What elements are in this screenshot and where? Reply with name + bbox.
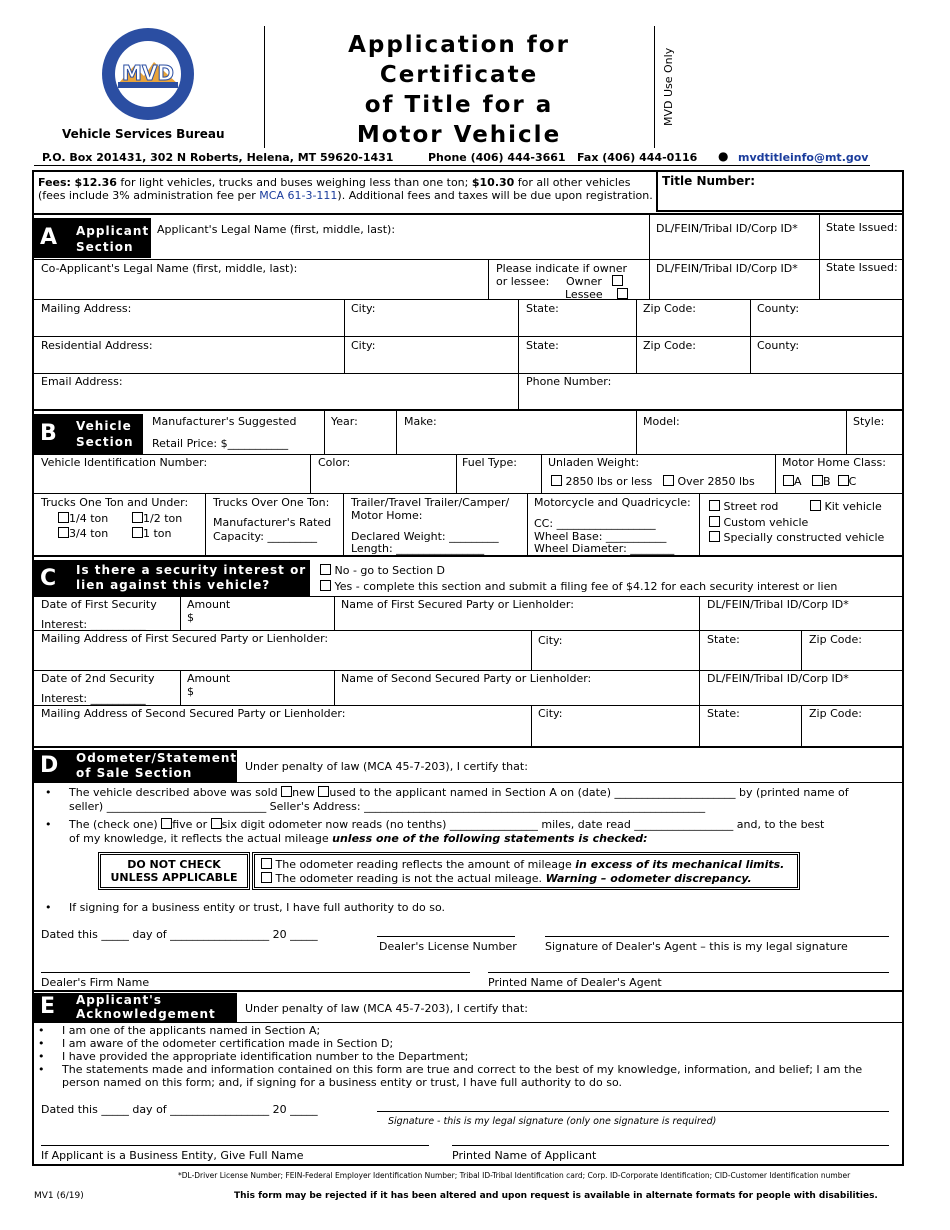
applicant-state-issued[interactable]: State Issued: — [826, 221, 898, 234]
title-number-label: Title Number: — [662, 174, 755, 188]
trucks-under: Trucks One Ton and Under: — [41, 496, 189, 509]
motorcycle-label: Motorcycle and Quadricycle: — [534, 496, 691, 509]
vehicle-make[interactable]: Make: — [404, 415, 437, 428]
wheel-base[interactable]: Wheel Base: ___________ — [534, 530, 667, 543]
mailing-state[interactable]: State: — [526, 302, 559, 315]
lessee-checkbox[interactable] — [617, 288, 628, 299]
mailing-zip[interactable]: Zip Code: — [643, 302, 696, 315]
truck-one[interactable]: 1 ton — [132, 527, 172, 540]
vehicle-style[interactable]: Style: — [853, 415, 885, 428]
date-second-security[interactable]: Date of 2nd Security — [41, 672, 155, 685]
email-link[interactable]: mvdtitleinfo@mt.gov — [738, 151, 869, 164]
section-d-penalty: Under penalty of law (MCA 45-7-203), I certify that: — [245, 760, 528, 773]
mh-a-checkbox[interactable] — [783, 475, 794, 486]
lien-yes[interactable]: Yes - complete this section and submit a filing fee of $4.12 for each security interest or lien — [320, 580, 837, 593]
lien-no-checkbox[interactable] — [320, 564, 331, 575]
co-applicant-dl-id[interactable]: DL/FEIN/Tribal ID/Corp ID* — [656, 262, 798, 275]
date-second-security-value[interactable]: Interest: __________ — [41, 692, 146, 705]
ack-item-2: • I am aware of the odometer certification made in Section D; — [62, 1037, 393, 1050]
odometer-statement-2: of my knowledge, it reflects the actual mileage unless one of the following statements is checked: — [69, 832, 648, 845]
mvd-seal — [100, 26, 196, 122]
mh-class-options[interactable]: A B C — [783, 475, 856, 488]
first-lienholder-zip[interactable]: Zip Code: — [809, 633, 862, 646]
mca-link[interactable]: MCA 61-3-111 — [259, 189, 338, 202]
mailing-city[interactable]: City: — [351, 302, 376, 315]
one-ton-checkbox[interactable] — [132, 527, 143, 538]
owner-lessee-question: Please indicate if owner — [496, 262, 628, 275]
trailer-label-2: Motor Home: — [351, 509, 423, 522]
fuel-type[interactable]: Fuel Type: — [462, 456, 517, 469]
mh-b-checkbox[interactable] — [812, 475, 823, 486]
first-lienholder-state[interactable]: State: — [707, 633, 740, 646]
declared-weight[interactable]: Declared Weight: _________ — [351, 530, 499, 543]
applicant-printed-name[interactable]: Printed Name of Applicant — [452, 1149, 597, 1162]
email-address[interactable]: Email Address: — [41, 375, 123, 388]
do-not-check-box: DO NOT CHECK UNLESS APPLICABLE — [98, 852, 250, 890]
phone-fax: Phone (406) 444-3661 Fax (406) 444-0116 — [428, 151, 698, 164]
fees-line-1: Fees: $12.36 for light vehicles, trucks and buses weighing less than one ton; $10.30 for all other vehicles — [38, 176, 631, 189]
owner-checkbox[interactable] — [612, 275, 623, 286]
first-lienholder-dl[interactable]: DL/FEIN/Tribal ID/Corp ID* — [707, 598, 849, 611]
first-lienholder-name[interactable]: Name of First Secured Party or Lienholder: — [341, 598, 574, 611]
section-b-header: B Vehicle Section — [34, 414, 143, 454]
motor-home-class: Motor Home Class: — [782, 456, 886, 469]
alteration-notice: This form may be rejected if it has been altered and upon request is available in alternate formats for people with disabilities. — [234, 1191, 878, 1201]
ack-item-4-cont: person named on this form; and, if signing for a business entity or trust, I have full authority to do so. — [62, 1076, 622, 1089]
vehicle-model[interactable]: Model: — [643, 415, 680, 428]
vehicle-year[interactable]: Year: — [331, 415, 358, 428]
date-first-security-value[interactable]: Interest: __________ — [41, 618, 146, 631]
mh-c-checkbox[interactable] — [838, 475, 849, 486]
lien-no[interactable]: No - go to Section D — [320, 564, 445, 577]
form-number: MV1 (6/19) — [34, 1191, 84, 1201]
five-digit-checkbox[interactable] — [161, 818, 172, 829]
dealer-signature[interactable]: Signature of Dealer's Agent – this is my legal signature — [545, 940, 848, 953]
dealer-agent-printed[interactable]: Printed Name of Dealer's Agent — [488, 976, 662, 989]
title-line-1: Application for Certificate — [348, 32, 570, 88]
dealer-firm-name[interactable]: Dealer's Firm Name — [41, 976, 150, 989]
sold-used-checkbox[interactable] — [318, 786, 329, 797]
mvd-use-only: MVD Use Only — [662, 47, 675, 126]
second-lienholder-city[interactable]: City: — [538, 707, 563, 720]
mailing-county[interactable]: County: — [757, 302, 800, 315]
applicant-dated[interactable]: Dated this _____ day of __________________ 20 _____ — [41, 1103, 318, 1116]
dealer-dated[interactable]: Dated this _____ day of __________________ 20 _____ — [41, 928, 318, 941]
applicant-signature[interactable]: Signature - this is my legal signature (only one signature is required) — [388, 1116, 717, 1127]
special-vehicle-checkbox[interactable] — [709, 531, 720, 542]
residential-county[interactable]: County: — [757, 339, 800, 352]
unladen-weight: Unladen Weight: — [548, 456, 640, 469]
rated-capacity-value[interactable]: Capacity: _________ — [213, 530, 317, 543]
sold-statement: • The vehicle described above was sold new used to the applicant named in Section A on (date) ______________________ by (printed name of — [69, 786, 849, 799]
dealer-license-number[interactable]: Dealer's License Number — [379, 940, 517, 953]
custom-vehicle[interactable]: Custom vehicle — [709, 516, 808, 529]
custom-vehicle-checkbox[interactable] — [709, 516, 720, 527]
vin[interactable]: Vehicle Identification Number: — [41, 456, 208, 469]
half-ton-checkbox[interactable] — [132, 512, 143, 523]
bureau-name: Vehicle Services Bureau — [62, 127, 225, 141]
weight-under-2850[interactable]: 2850 lbs or less — [551, 475, 652, 488]
second-lienholder-state[interactable]: State: — [707, 707, 740, 720]
odometer-excess[interactable]: The odometer reading reflects the amount of mileage in excess of its mechanical limits. — [261, 858, 784, 871]
wheel-diameter[interactable]: Wheel Diameter: ________ — [534, 542, 675, 555]
quarter-ton-checkbox[interactable] — [58, 512, 69, 523]
amount-first-dollar: $ — [187, 611, 194, 624]
first-lienholder-city[interactable]: City: — [538, 634, 563, 647]
lessee-option[interactable]: Lessee — [565, 288, 628, 301]
motorcycle-cc[interactable]: CC: __________________ — [534, 517, 656, 530]
seal-logo-icon — [100, 26, 196, 122]
section-d-header: D Odometer/Statement of Sale Section — [34, 750, 237, 782]
address: P.O. Box 201431, 302 N Roberts, Helena, MT 59620-1431 — [42, 151, 394, 164]
residential-city[interactable]: City: — [351, 339, 376, 352]
weight-over-checkbox[interactable] — [663, 475, 674, 486]
business-authority: • If signing for a business entity or trust, I have full authority to do so. — [69, 901, 445, 914]
three-quarter-ton-checkbox[interactable] — [58, 527, 69, 538]
first-lienholder-mailing[interactable]: Mailing Address of First Secured Party or Lienholder: — [41, 632, 329, 645]
second-lienholder-name[interactable]: Name of Second Secured Party or Lienholder: — [341, 672, 592, 685]
ack-item-4: • The statements made and information contained on this form are true and correct to the best of my knowledge, information, and belief; I am the — [62, 1063, 862, 1076]
section-e-penalty: Under penalty of law (MCA 45-7-203), I certify that: — [245, 1002, 528, 1015]
seller-line[interactable]: seller) _____________________________ Seller's Address: ______________________________________________________________ — [69, 800, 706, 813]
phone-number[interactable]: Phone Number: — [526, 375, 612, 388]
residential-zip[interactable]: Zip Code: — [643, 339, 696, 352]
lien-yes-checkbox[interactable] — [320, 580, 331, 591]
fees-line-2: (fees include 3% administration fee per MCA 61-3-111). Additional fees and taxes will be due upon registration. — [38, 189, 653, 202]
amount-first[interactable]: Amount — [187, 598, 231, 611]
odometer-statement: • The (check one) five or six digit odometer now reads (no tenths) ________________ miles, date read __________________ and, to the best — [69, 818, 824, 831]
ack-item-1: • I am one of the applicants named in Section A; — [62, 1024, 320, 1037]
residential-state[interactable]: State: — [526, 339, 559, 352]
odometer-not-actual-checkbox[interactable] — [261, 872, 272, 883]
amount-second[interactable]: Amount — [187, 672, 231, 685]
kit-vehicle[interactable]: Kit vehicle — [810, 500, 882, 513]
street-rod[interactable]: Street rod — [709, 500, 778, 513]
second-lienholder-zip[interactable]: Zip Code: — [809, 707, 862, 720]
second-lienholder-mailing[interactable]: Mailing Address of Second Secured Party or Lienholder: — [41, 707, 346, 720]
second-lienholder-dl[interactable]: DL/FEIN/Tribal ID/Corp ID* — [707, 672, 849, 685]
applicant-dl-id[interactable]: DL/FEIN/Tribal ID/Corp ID* — [656, 222, 798, 235]
weight-over-2850[interactable]: Over 2850 lbs — [663, 475, 755, 488]
owner-lessee-question-2: or lessee: — [496, 275, 550, 288]
trailer-length[interactable]: Length: ________________ — [351, 542, 485, 555]
title-line-3: Motor Vehicle — [356, 122, 562, 148]
title-line-2: of Title for a — [364, 92, 554, 118]
co-applicant-legal-name[interactable]: Co-Applicant's Legal Name (first, middle, last): — [41, 262, 298, 275]
weight-under-checkbox[interactable] — [551, 475, 562, 486]
msrp-price[interactable]: Retail Price: $___________ — [152, 437, 289, 450]
vehicle-color[interactable]: Color: — [318, 456, 351, 469]
seal-mvd-text: MVD — [122, 61, 174, 85]
residential-address[interactable]: Residential Address: — [41, 339, 153, 352]
kit-vehicle-checkbox[interactable] — [810, 500, 821, 511]
ack-item-3: • I have provided the appropriate identification number to the Department; — [62, 1050, 468, 1063]
trucks-over: Trucks Over One Ton: — [213, 496, 330, 509]
truck-quarter[interactable]: 1/4 ton — [58, 512, 108, 525]
bullet-dot: ● — [718, 149, 729, 163]
truck-three-quarter[interactable]: 3/4 ton — [58, 527, 108, 540]
section-a-header: A Applicant Section — [34, 218, 151, 258]
sold-new-checkbox[interactable] — [281, 786, 292, 797]
form-title — [268, 30, 650, 150]
mailing-address[interactable]: Mailing Address: — [41, 302, 132, 315]
applicant-legal-name[interactable]: Applicant's Legal Name (first, middle, last): — [157, 223, 396, 236]
business-entity-name[interactable]: If Applicant is a Business Entity, Give Full Name — [41, 1149, 304, 1162]
street-rod-checkbox[interactable] — [709, 500, 720, 511]
date-first-security[interactable]: Date of First Security — [41, 598, 157, 611]
id-footnote: *DL-Driver License Number; FEIN-Federal Employer Identification Number; Tribal ID-Tribal Identification card; Corp. ID-Corporate Identification; CID-Customer Identification number — [178, 1171, 851, 1180]
owner-option[interactable]: Owner — [566, 275, 623, 288]
trailer-label: Trailer/Travel Trailer/Camper/ — [351, 496, 510, 509]
odometer-not-actual[interactable]: The odometer reading is not the actual mileage. Warning – odometer discrepancy. — [261, 872, 752, 885]
six-digit-checkbox[interactable] — [211, 818, 222, 829]
co-applicant-state-issued[interactable]: State Issued: — [826, 261, 898, 274]
special-vehicle[interactable]: Specially constructed vehicle — [709, 531, 884, 544]
amount-second-dollar: $ — [187, 685, 194, 698]
truck-half[interactable]: 1/2 ton — [132, 512, 182, 525]
rated-capacity[interactable]: Manufacturer's Rated — [213, 516, 332, 529]
msrp[interactable]: Manufacturer's Suggested — [152, 415, 297, 428]
section-c-header: C Is there a security interest or lien against this vehicle? — [34, 560, 310, 597]
section-e-header: E Applicant's Acknowledgement — [34, 993, 237, 1022]
odometer-excess-checkbox[interactable] — [261, 858, 272, 869]
